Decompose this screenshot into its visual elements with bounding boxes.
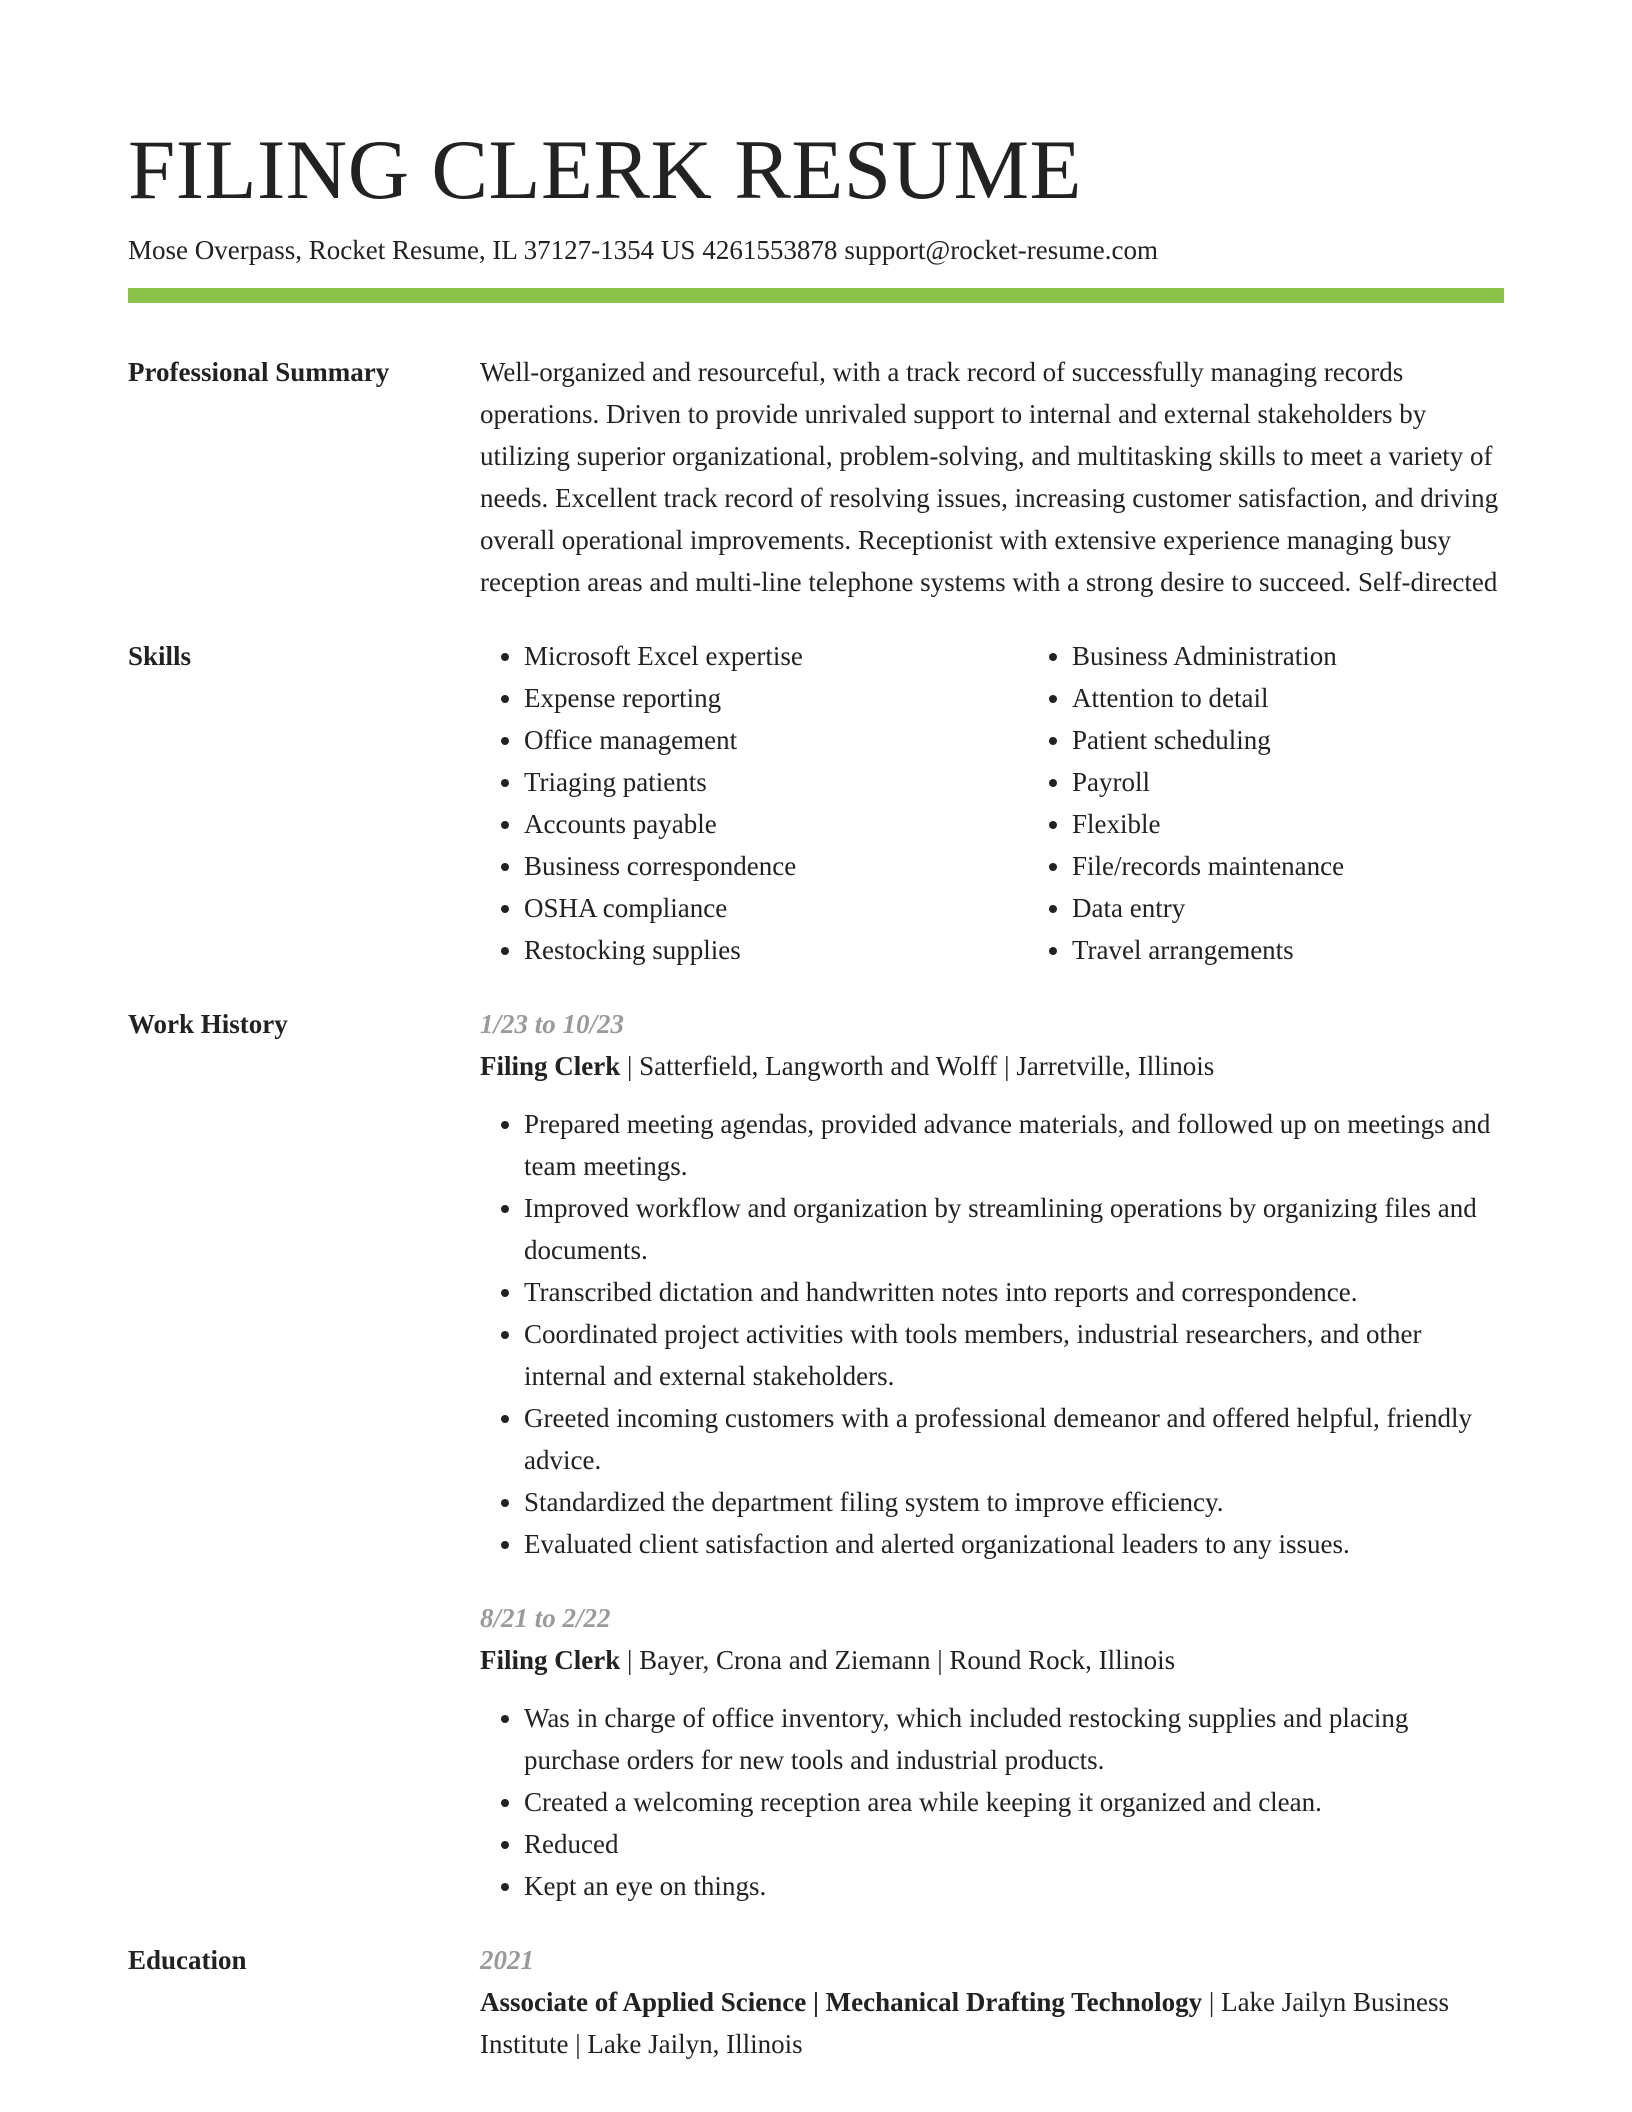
- skill-item: • Microsoft Excel expertise: [524, 635, 1028, 677]
- skill-item: • OSHA compliance: [524, 887, 1028, 929]
- job-entry: [480, 1003, 1504, 1565]
- section-label-skills: Skills: [128, 641, 192, 671]
- job-bullet: • Kept an eye on things.: [524, 1865, 1504, 1907]
- contact-address: Mose Overpass, Rocket Resume, IL 37127-1354 US: [128, 235, 696, 265]
- skills-list-left: [480, 635, 1028, 971]
- skill-item: • Travel arrangements: [1072, 929, 1576, 971]
- job-company: Bayer, Crona and Ziemann: [639, 1645, 931, 1675]
- job-bullet: • Evaluated client satisfaction and alerted organizational leaders to any issues.: [524, 1523, 1504, 1565]
- resume-page: [128, 120, 1504, 2065]
- skills-grid: [480, 635, 1576, 971]
- skills-section: [128, 635, 1504, 971]
- work-history-section: [128, 1003, 1504, 1907]
- skills-list-right: [1028, 635, 1576, 971]
- skill-item: • Business correspondence: [524, 845, 1028, 887]
- skill-item: • Data entry: [1072, 887, 1576, 929]
- job-bullet: • Standardized the department filing system to improve efficiency.: [524, 1481, 1504, 1523]
- skill-item: • Restocking supplies: [524, 929, 1028, 971]
- education-section: [128, 1939, 1504, 2065]
- skill-item: • Office management: [524, 719, 1028, 761]
- job-bullets: [480, 1697, 1504, 1907]
- education-degree: Associate of Applied Science | Mechanical Drafting Technology: [480, 1987, 1203, 2017]
- header-divider: [128, 288, 1504, 303]
- resume-title: FILING CLERK RESUME: [128, 123, 1082, 217]
- skill-item: • Attention to detail: [1072, 677, 1576, 719]
- job-bullet: • Was in charge of office inventory, which included restocking supplies and placing purchase orders for new tools and industrial products.: [524, 1697, 1504, 1781]
- job-title: Filing Clerk: [480, 1051, 621, 1081]
- job-heading: [480, 1639, 1504, 1681]
- job-heading: [480, 1045, 1504, 1087]
- skill-item: • File/records maintenance: [1072, 845, 1576, 887]
- skill-item: • Payroll: [1072, 761, 1576, 803]
- section-label-work-history: Work History: [128, 1009, 288, 1039]
- education-location: Lake Jailyn, Illinois: [587, 2029, 803, 2059]
- job-bullet: • Prepared meeting agendas, provided advance materials, and followed up on meetings and team meetings.: [524, 1103, 1504, 1187]
- job-bullet: • Coordinated project activities with tools members, industrial researchers, and other internal and external stakeholders.: [524, 1313, 1504, 1397]
- education-body: [480, 1939, 1504, 2065]
- job-bullet: • Transcribed dictation and handwritten notes into reports and correspondence.: [524, 1271, 1504, 1313]
- job-dates: 1/23 to 10/23: [480, 1009, 625, 1039]
- skill-item: • Business Administration: [1072, 635, 1576, 677]
- job-dates: 8/21 to 2/22: [480, 1603, 611, 1633]
- skill-item: • Accounts payable: [524, 803, 1028, 845]
- summary-text: Well-organized and resourceful, with a track record of successfully managing records operations. Driven to provide unrivaled support to internal and external stakeholders by utilizing superior organizational, problem-solving, and multitasking skills to meet a variety of needs. Excellent track record of resolving issues, increasing customer satisfaction, and driving overall operational improvements. Receptionist with extensive experience managing busy reception areas and multi-line telephone systems with a strong desire to succeed. Self-directed: [480, 357, 1499, 597]
- job-bullet: • Reduced: [524, 1823, 1504, 1865]
- contact-phone: 4261553878: [702, 235, 838, 265]
- education-school: Lake Jailyn Business Institute: [480, 1987, 1450, 2059]
- skill-item: • Triaging patients: [524, 761, 1028, 803]
- job-bullets: [480, 1103, 1504, 1565]
- contact-line: [128, 232, 1504, 268]
- resume-header: [128, 120, 1504, 303]
- job-title: Filing Clerk: [480, 1645, 621, 1675]
- job-bullet: • Created a welcoming reception area while keeping it organized and clean.: [524, 1781, 1504, 1823]
- job-bullet: • Greeted incoming customers with a professional demeanor and offered helpful, friendly advice.: [524, 1397, 1504, 1481]
- job-location: Jarretville, Illinois: [1016, 1051, 1215, 1081]
- professional-summary-section: [128, 351, 1504, 603]
- skill-item: • Flexible: [1072, 803, 1576, 845]
- education-separator: |: [575, 2029, 581, 2059]
- section-label-education: Education: [128, 1945, 247, 1975]
- job-entry: [480, 1597, 1504, 1907]
- section-label-summary: Professional Summary: [128, 357, 390, 387]
- job-separator: |: [1004, 1051, 1010, 1081]
- job-company: Satterfield, Langworth and Wolff: [639, 1051, 998, 1081]
- job-separator: |: [627, 1645, 633, 1675]
- contact-email: support@rocket-resume.com: [844, 235, 1158, 265]
- job-location: Round Rock, Illinois: [949, 1645, 1176, 1675]
- education-year: 2021: [480, 1945, 534, 1975]
- skill-item: • Patient scheduling: [1072, 719, 1576, 761]
- job-bullet: • Improved workflow and organization by streamlining operations by organizing files and documents.: [524, 1187, 1504, 1271]
- education-heading: [480, 1981, 1504, 2065]
- job-separator: |: [937, 1645, 943, 1675]
- skill-item: • Expense reporting: [524, 677, 1028, 719]
- job-separator: |: [627, 1051, 633, 1081]
- education-separator: |: [1208, 1987, 1215, 2017]
- work-history-body: [480, 1003, 1504, 1907]
